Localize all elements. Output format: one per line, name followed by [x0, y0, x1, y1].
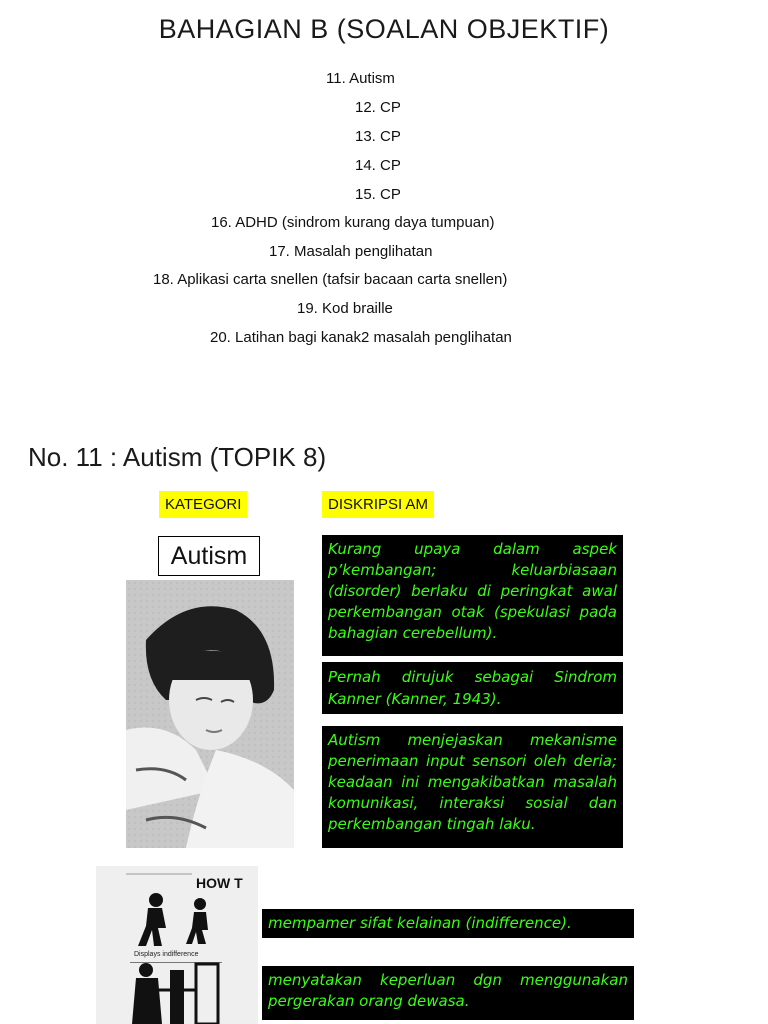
page-title: BAHAGIAN B (SOALAN OBJEKTIF)	[158, 14, 610, 44]
list-item: 20. Latihan bagi kanak2 masalah penglihatan	[210, 329, 512, 346]
list-item: 18. Aplikasi carta snellen (tafsir bacaan carta snellen)	[153, 271, 508, 288]
list-item: 17. Masalah penglihatan	[269, 243, 433, 260]
list-item: 11. Autism	[326, 70, 395, 87]
list-item: 13. CP	[355, 128, 401, 145]
list-item: 19. Kod braille	[297, 300, 393, 317]
kategori-label: KATEGORI	[159, 491, 247, 518]
category-name-box: Autism	[158, 536, 260, 576]
child-photo	[126, 580, 294, 848]
howto-heading: HOW T	[196, 875, 243, 891]
list-item: 15. CP	[355, 186, 401, 203]
description-box-1: Kurang upaya dalam aspek p’kembangan; keluarbiasaan (disorder) berlaku di peringkat awal perkembangan otak (spekulasi pada bahagian cerebellum).	[322, 535, 623, 656]
behaviour-box-1: mempamer sifat kelainan (indifference).	[262, 909, 634, 938]
list-item: 14. CP	[355, 157, 401, 174]
list-item: 16. ADHD (sindrom kurang daya tumpuan)	[211, 214, 495, 231]
description-box-3: Autism menjejaskan mekanisme penerimaan input sensori oleh deria; keadaan ini mengakibatkan masalah komunikasi, interaksi sosial dan perkembangan tingah laku.	[322, 726, 623, 848]
behaviour-box-2: menyatakan keperluan dgn menggunakan pergerakan orang dewasa.	[262, 966, 634, 1020]
section-title: No. 11 : Autism (TOPIK 8)	[28, 442, 327, 472]
diskripsi-label: DISKRIPSI AM	[322, 491, 434, 518]
description-box-2: Pernah dirujuk sebagai Sindrom Kanner (Kanner, 1943).	[322, 662, 623, 714]
how-to-illustration	[96, 866, 258, 1024]
list-item: 12. CP	[355, 99, 401, 116]
howto-caption: Displays indifference	[134, 951, 199, 958]
